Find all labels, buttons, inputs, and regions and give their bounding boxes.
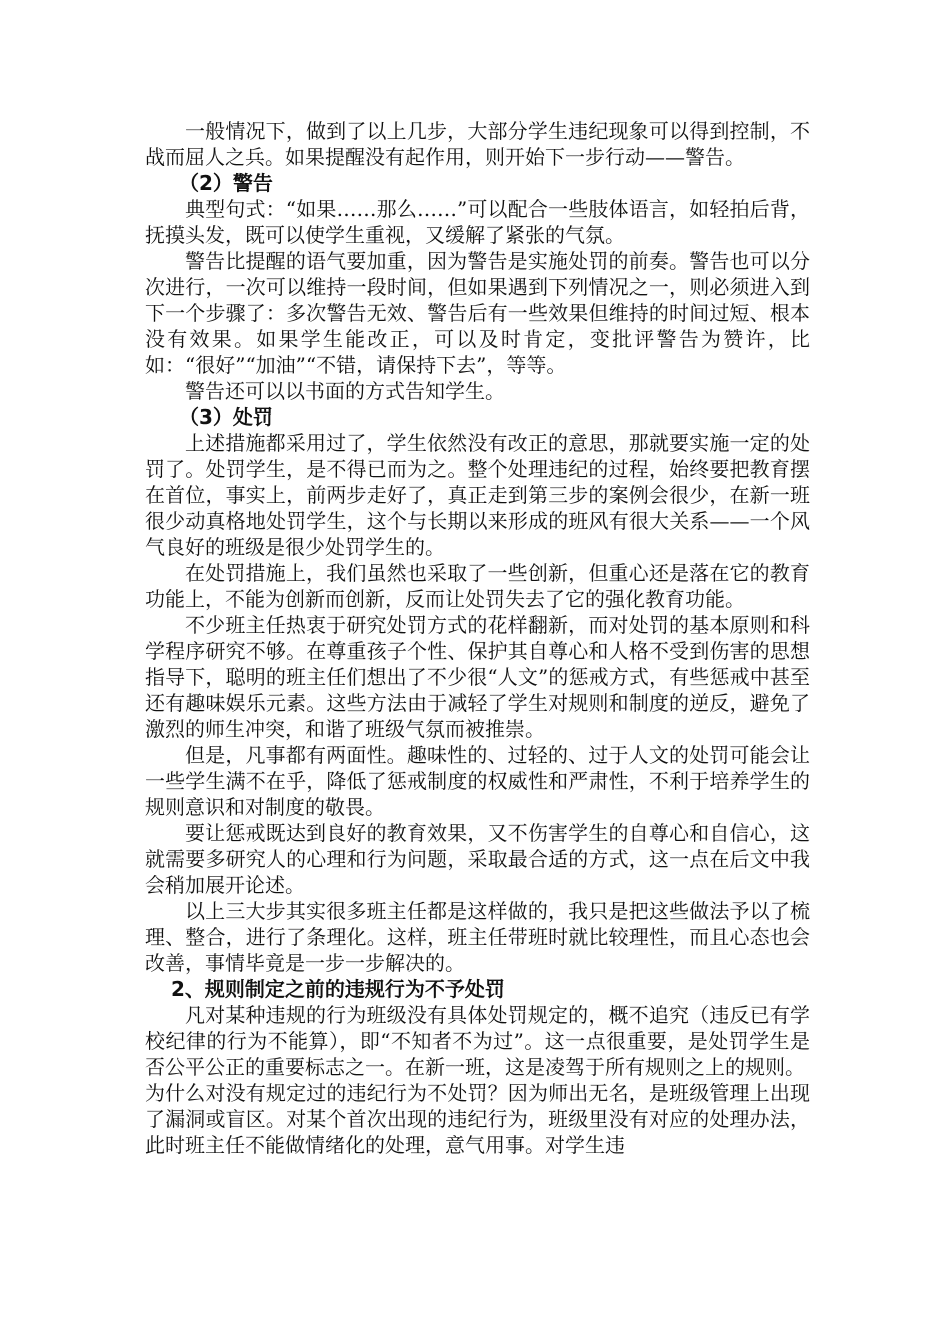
paragraph: 上述措施都采用过了，学生依然没有改正的意思，那就要实施一定的处罚了。处罚学生，是不得已而为之。整个处理违纪的过程，始终要把教育摆在首位，事实上，前两步走好了，真正走到第三步的案例会很少，在新一班很少动真格地处罚学生，这个与长期以来形成的班风有很大关系——一个风气良好的班级是很少处罚学生的。 (145, 431, 810, 559)
document-page (145, 118, 810, 1158)
paragraph: 警告还可以以书面的方式告知学生。 (185, 379, 505, 403)
paragraph: 要让惩戒既达到良好的教育效果，又不伤害学生的自尊心和自信心，这就需要多研究人的心理和行为问题，采取最合适的方式，这一点在后文中我会稍加展开论述。 (145, 821, 810, 897)
paragraph: 不少班主任热衷于研究处罚方式的花样翻新，而对处罚的基本原则和科学程序研究不够。在尊重孩子个性、保护其自尊心和人格不受到伤害的思想指导下，聪明的班主任们想出了不少很“人文”的惩戒方式，有些惩戒中甚至还有趣味娱乐元素。这些方法由于减轻了学生对规则和制度的逆反，避免了激烈的师生冲突，和谐了班级气氛而被推崇。 (145, 613, 810, 741)
paragraph: 但是，凡事都有两面性。趣味性的、过轻的、过于人文的处罚可能会让一些学生满不在乎，降低了惩戒制度的权威性和严肃性，不利于培养学生的规则意识和对制度的敬畏。 (145, 743, 810, 819)
paragraph: 以上三大步其实很多班主任都是这样做的，我只是把这些做法予以了梳理、整合，进行了条理化。这样，班主任带班时就比较理性，而且心态也会改善，事情毕竟是一步一步解决的。 (145, 899, 810, 975)
section-heading-warning: （2）警告 (179, 171, 273, 195)
paragraph: 在处罚措施上，我们虽然也采取了一些创新，但重心还是落在它的教育功能上，不能为创新而创新，反而让处罚失去了它的强化教育功能。 (145, 561, 810, 611)
paragraph: 一般情况下，做到了以上几步，大部分学生违纪现象可以得到控制，不战而屈人之兵。如果提醒没有起作用，则开始下一步行动——警告。 (145, 119, 810, 169)
paragraph: 为什么对没有规定过的违纪行为不处罚？因为师出无名，是班级管理上出现了漏洞或盲区。对某个首次出现的违纪行为，班级里没有对应的处理办法，此时班主任不能做情绪化的处理，意气用事。对学生违 (145, 1081, 810, 1157)
section-heading-punishment: （3）处罚 (179, 405, 273, 429)
section-heading-rule-2: 2、规则制定之前的违规行为不予处罚 (171, 977, 505, 1001)
paragraph: 警告比提醒的语气要加重，因为警告是实施处罚的前奏。警告也可以分次进行，一次可以维持一段时间，但如果遇到下列情况之一，则必须进入到下一个步骤了：多次警告无效、警告后有一些效果但维持的时间过短、根本没有效果。如果学生能改正，可以及时肯定，变批评警告为赞许，比如：“很好”“加油”“不错，请保持下去”，等等。 (145, 249, 810, 377)
paragraph: 典型句式：“如果……那么……”可以配合一些肢体语言，如轻拍后背，抚摸头发，既可以使学生重视，又缓解了紧张的气氛。 (145, 197, 810, 247)
paragraph: 凡对某种违规的行为班级没有具体处罚规定的，概不追究（违反已有学校纪律的行为不能算），即“不知者不为过”。这一点很重要，是处罚学生是否公平公正的重要标志之一。在新一班，这是凌驾于所有规则之上的规则。 (145, 1003, 810, 1079)
